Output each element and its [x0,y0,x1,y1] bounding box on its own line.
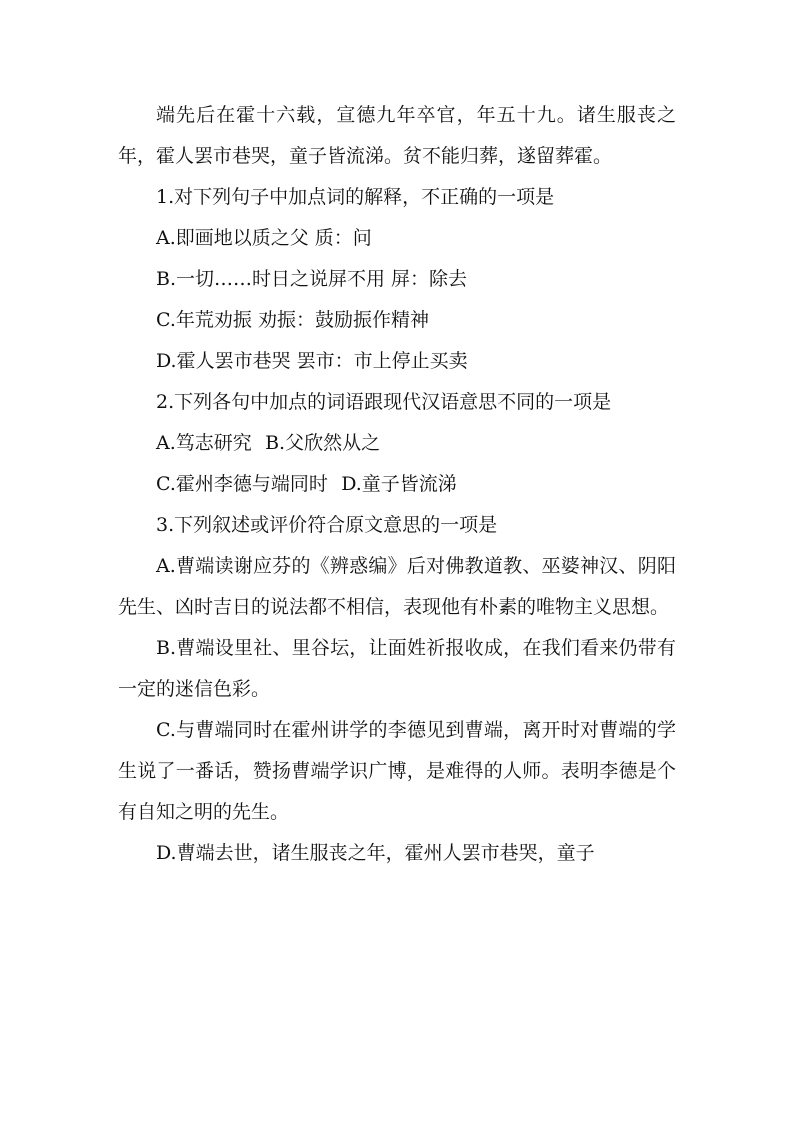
question-1-option-b: B.一切……时日之说屏不用 屏：除去 [156,268,468,290]
question-1-option-c: C.年荒劝振 劝振：鼓励振作精神 [156,309,429,331]
question-1-option-d: D.霍人罢市巷哭 罢市：市上停止买卖 [156,350,468,372]
document-body [118,95,676,874]
question-2-option-a: A.笃志研究 [156,432,252,454]
question-2-option-d: D.童子皆流涕 [341,473,457,495]
question-1-option-a: A.即画地以质之父 质：问 [156,227,372,249]
question-3-stem: 3.下列叙述或评价符合原文意思的一项是 [156,514,498,536]
question-2-options-row-2 [118,464,676,505]
question-2-option-c: C.霍州李德与端同时 [156,473,328,495]
passage-tail-paragraph: 端先后在霍十六载，宣德九年卒官，年五十九。诸生服丧之年，霍人罢市巷哭，童子皆流涕。贫不能归葬，遂留葬霍。 [118,104,676,167]
question-1-stem: 1.对下列句子中加点词的解释，不正确的一项是 [156,186,555,208]
question-3-option-d: D.曹端去世，诸生服丧之年，霍州人罢市巷哭，童子 [156,842,595,864]
question-3-option-b: B.曹端设里社、里谷坛，让面姓祈报收成，在我们看来仍带有一定的迷信色彩。 [118,637,676,700]
question-3-option-c: C.与曹端同时在霍州讲学的李德见到曹端，离开时对曹端的学生说了一番话，赞扬曹端学识广博，是难得的人师。表明李德是个有自知之明的先生。 [118,719,676,823]
question-2-stem: 2.下列各句中加点的词语跟现代汉语意思不同的一项是 [156,391,612,413]
question-2-options-row-1 [118,423,676,464]
question-3-option-a: A.曹端读谢应芬的《辨惑编》后对佛教道教、巫婆神汉、阴阳先生、凶时吉日的说法都不相信，表现他有朴素的唯物主义思想。 [118,555,676,618]
question-2-option-b: B.父欣然从之 [265,432,381,454]
